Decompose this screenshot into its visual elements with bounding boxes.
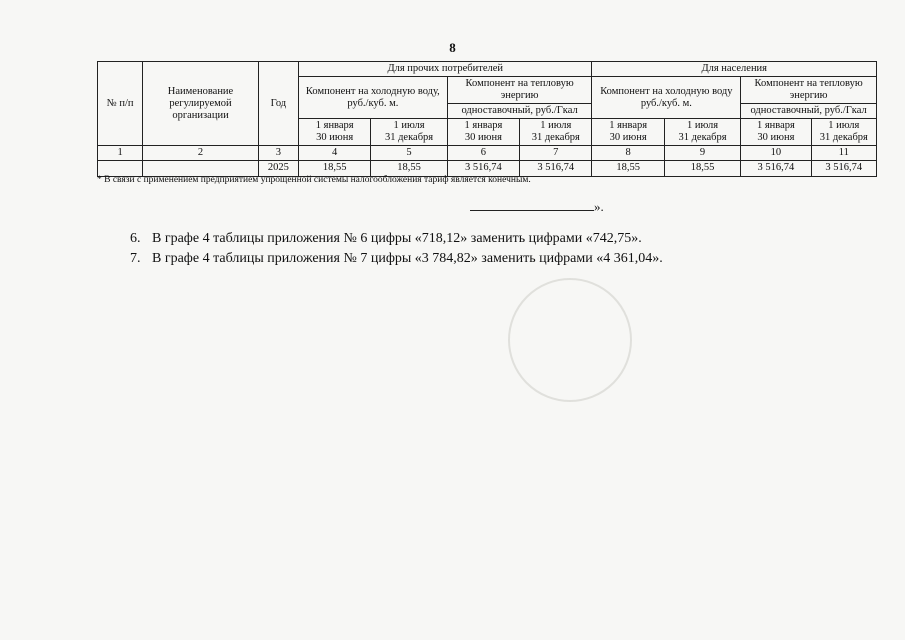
footnote: * В связи с применением предприятием упрощенной системы налогообложения тариф является конечным. [97, 175, 531, 185]
col-number: 8 [592, 146, 664, 161]
header-org: Наименование регулируемой организации [143, 62, 259, 146]
period-cell: 1 января 30 июня [299, 119, 371, 146]
period-cell: 1 июля 31 декабря [520, 119, 592, 146]
cell-value: 3 516,74 [447, 161, 519, 176]
item-text: В графе 4 таблицы приложения № 6 цифры «718,12» заменить цифрами «742,75». [152, 231, 642, 246]
col-number: 1 [98, 146, 143, 161]
tariff-table [97, 61, 877, 177]
header-heat-pop: Компонент на тепловую энергию [741, 77, 877, 104]
header-year: Год [258, 62, 298, 146]
col-number: 4 [299, 146, 371, 161]
cell-value: 18,55 [664, 161, 740, 176]
closing-quote [470, 198, 604, 215]
col-number: 7 [520, 146, 592, 161]
col-number: 9 [664, 146, 740, 161]
cell-num [98, 161, 143, 176]
item-text: В графе 4 таблицы приложения № 7 цифры «3 784,82» заменить цифрами «4 361,04». [152, 251, 663, 266]
period-cell: 1 января 30 июня [741, 119, 811, 146]
period-cell: 1 июля 31 декабря [811, 119, 876, 146]
item-number: 6. [130, 231, 141, 246]
list-item [130, 229, 663, 249]
cell-org [143, 161, 259, 176]
cell-value: 3 516,74 [811, 161, 876, 176]
header-heat-other: Компонент на тепловую энергию [447, 77, 592, 104]
closing-mark: ». [594, 199, 604, 214]
table-row [98, 161, 877, 176]
col-number: 5 [371, 146, 447, 161]
header-cold-water-pop: Компонент на холодную воду руб./куб. м. [592, 77, 741, 119]
header-group-other: Для прочих потребителей [299, 62, 592, 77]
amendment-list [130, 229, 663, 269]
col-number: 10 [741, 146, 811, 161]
header-heat-unit-pop: одноставочный, руб./Гкал [741, 104, 877, 119]
period-cell: 1 января 30 июня [592, 119, 664, 146]
header-heat-unit-other: одноставочный, руб./Гкал [447, 104, 592, 119]
cell-value: 18,55 [592, 161, 664, 176]
col-number: 6 [447, 146, 519, 161]
period-cell: 1 января 30 июня [447, 119, 519, 146]
list-item [130, 249, 663, 269]
item-number: 7. [130, 251, 141, 266]
col-number: 3 [258, 146, 298, 161]
period-cell: 1 июля 31 декабря [664, 119, 740, 146]
cell-value: 18,55 [371, 161, 447, 176]
col-number: 2 [143, 146, 259, 161]
page-number: 8 [449, 40, 456, 55]
header-group-population: Для населения [592, 62, 877, 77]
faint-seal-showthrough [508, 278, 632, 402]
column-number-row [98, 146, 877, 161]
col-number: 11 [811, 146, 876, 161]
cell-value: 3 516,74 [741, 161, 811, 176]
cell-value: 18,55 [299, 161, 371, 176]
cell-year: 2025 [258, 161, 298, 176]
header-num: № п/п [98, 62, 143, 146]
period-cell: 1 июля 31 декабря [371, 119, 447, 146]
cell-value: 3 516,74 [520, 161, 592, 176]
header-cold-water-other: Компонент на холодную воду, руб./куб. м. [299, 77, 448, 119]
blank-line [470, 198, 594, 211]
